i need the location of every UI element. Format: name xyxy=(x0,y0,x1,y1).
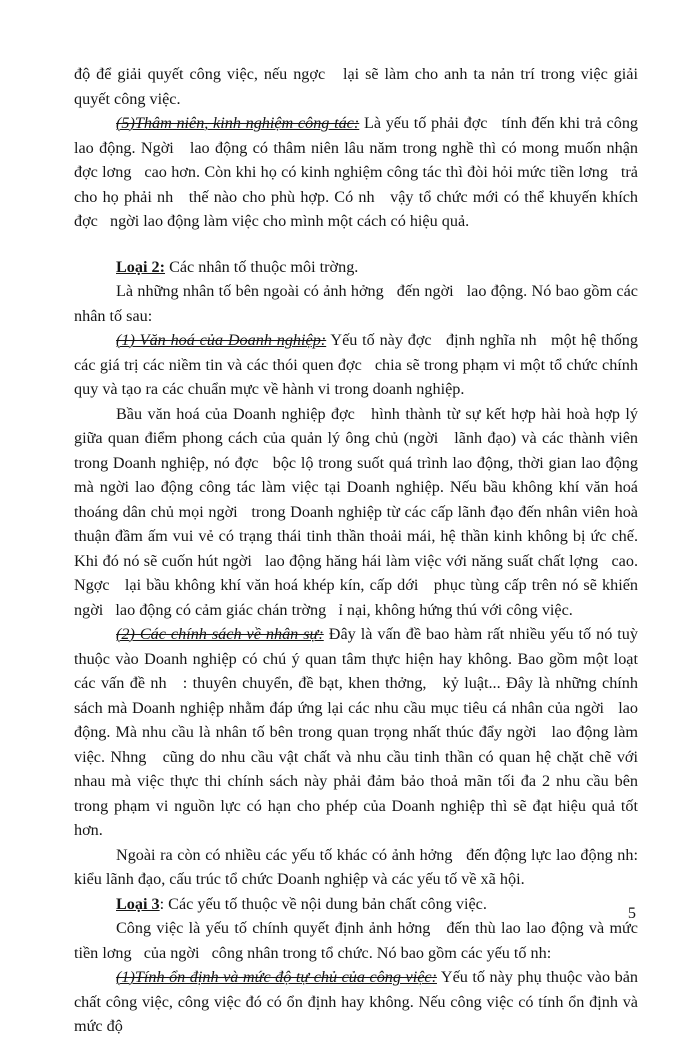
paragraph-hr-policies xyxy=(74,622,638,843)
paragraph-text: Đây là vấn đề bao hàm rất nhiều yếu tố nó tuỳ thuộc vào Doanh nghiệp có chú ý quan tâm thực hiện hay không. Bao gồm một loạt các vấn đề nh : thuyên chuyển, đề bạt, khen thởng, kỷ luật... Đây là những chính sách mà Doanh nghiệp nhằm đáp ứng lại các nhu cầu mục tiêu cá nhân của ngời lao động. Mà nhu cầu là nhân tố bên trong quan trọng nhất thúc đẩy ngời lao động làm việc. Nhng cũng do nhu cầu vật chất và nhu cầu tinh thần có quan hệ chặt chẽ với nhau mà việc thực thi chính sách này phải đảm bảo thoả mãn tối đa 2 nhu cầu bên trong phạm vi nguồn lực có hạn cho phép của Doanh nghiệp thì sẽ đạt hiệu quả tốt hơn. xyxy=(74,625,638,839)
document-page xyxy=(74,62,638,1039)
paragraph-company-culture xyxy=(74,328,638,402)
paragraph-text: độ để giải quyết công việc, nếu ngợc lại sẽ làm cho anh ta nản trí trong việc giải quyết công việc. xyxy=(74,65,638,108)
paragraph-environment-intro xyxy=(74,279,638,328)
paragraph-text: Là yếu tố phải đợc tính đến khi trả công lao động. Ngời lao động có thâm niên lâu năm trong nghề thì có mong muốn nhận đợc lơng cao hơn. Còn khi họ có kinh nghiệm công tác thì đòi hỏi mức tiền lơng trả cho họ phải nh thế nào cho phù hợp. Có nh vậy tổ chức mới có thể khuyến khích đợc ngời lao động làm việc cho mình một cách có hiệu quả. xyxy=(74,114,639,230)
page-number: 5 xyxy=(627,904,636,922)
factor-heading-hr-policies: (2) Các chính sách về nhân sự: xyxy=(116,625,324,643)
factor-heading-culture: (1) Văn hoá của Doanh nghiệp: xyxy=(116,331,327,349)
paragraph-text: Bầu văn hoá của Doanh nghiệp đợc hình thành từ sự kết hợp hài hoà hợp lý giữa quan điểm phong cách của quản lý ông chủ (ngời lãnh đạo) và các thành viên trong Doanh nghiệp, nó đợc bộc lộ trong suốt quá trình lao động, thời gian lao động mà ngời lao động công tác làm việc tại Doanh nghiệp. Nếu bầu không khí văn hoá thoáng dân chủ mọi ngời trong Doanh nghiệp từ các cấp lãnh đạo đến nhân viên hoà thuận đầm ấm vui vẻ có trạng thái tinh thần thoải mái, hệ thần kinh không bị ức chế. Khi đó nó sẽ cuốn hút ngời lao động hăng hái làm việc với năng suất chất lợng cao. Ngợc lại bầu không khí văn hoá khép kín, cấp dới phục tùng cấp trên nó sẽ khiến ngời lao động có cảm giác chán trờng ỉ nại, không hứng thú với công việc. xyxy=(74,404,638,619)
paragraph-text: Ngoài ra còn có nhiều các yếu tố khác có ảnh hởng đến động lực lao động nh: kiểu lãnh đạo, cấu trúc tổ chức Doanh nghiệp và các yếu tố về xã hội. xyxy=(74,845,638,888)
section-heading-loai-2 xyxy=(74,255,638,280)
paragraph-seniority-factor xyxy=(74,111,638,234)
factor-heading-stability: (1)Tính ổn định và mức độ tự chủ của công việc: xyxy=(116,968,437,986)
paragraph-text: Yếu tố này phụ thuộc vào bản chất công việc, công việc đó có ổn định hay không. Nếu công việc có tính ổn định và mức độ xyxy=(74,968,638,1035)
section-heading-loai-3 xyxy=(74,892,638,917)
paragraph-text: Công việc là yếu tố chính quyết định ảnh hởng đến thù lao lao động và mức tiền lơng của ngời công nhân trong tổ chức. Nó bao gồm các yếu tố nh: xyxy=(74,919,638,962)
paragraph-continuation xyxy=(74,62,638,111)
section-label-loai-2: Loại 2: xyxy=(116,257,166,276)
paragraph-culture-detail xyxy=(74,402,638,623)
paragraph-job-content-intro xyxy=(74,916,638,965)
paragraph-job-stability xyxy=(74,965,638,1039)
section-label-loai-3: Loại 3 xyxy=(116,894,160,913)
factor-heading-seniority: (5)Thâm niên, kinh nghiệm công tác: xyxy=(116,114,360,132)
section-title-text: : Các yếu tố thuộc về nội dung bản chất công việc. xyxy=(159,894,487,913)
paragraph-text: Là những nhân tố bên ngoài có ảnh hởng đến ngời lao động. Nó bao gồm các nhân tố sau: xyxy=(74,282,638,325)
paragraph-text: Yếu tố này đợc định nghĩa nh một hệ thống các giá trị các niềm tin và các thói quen đợc chia sẽ trong phạm vi một tổ chức chính quy và tạo ra các chuẩn mực về hành vi trong doanh nghiệp. xyxy=(74,331,638,398)
section-title-text: Các nhân tố thuộc môi trờng. xyxy=(165,257,359,276)
paragraph-other-factors xyxy=(74,843,638,892)
